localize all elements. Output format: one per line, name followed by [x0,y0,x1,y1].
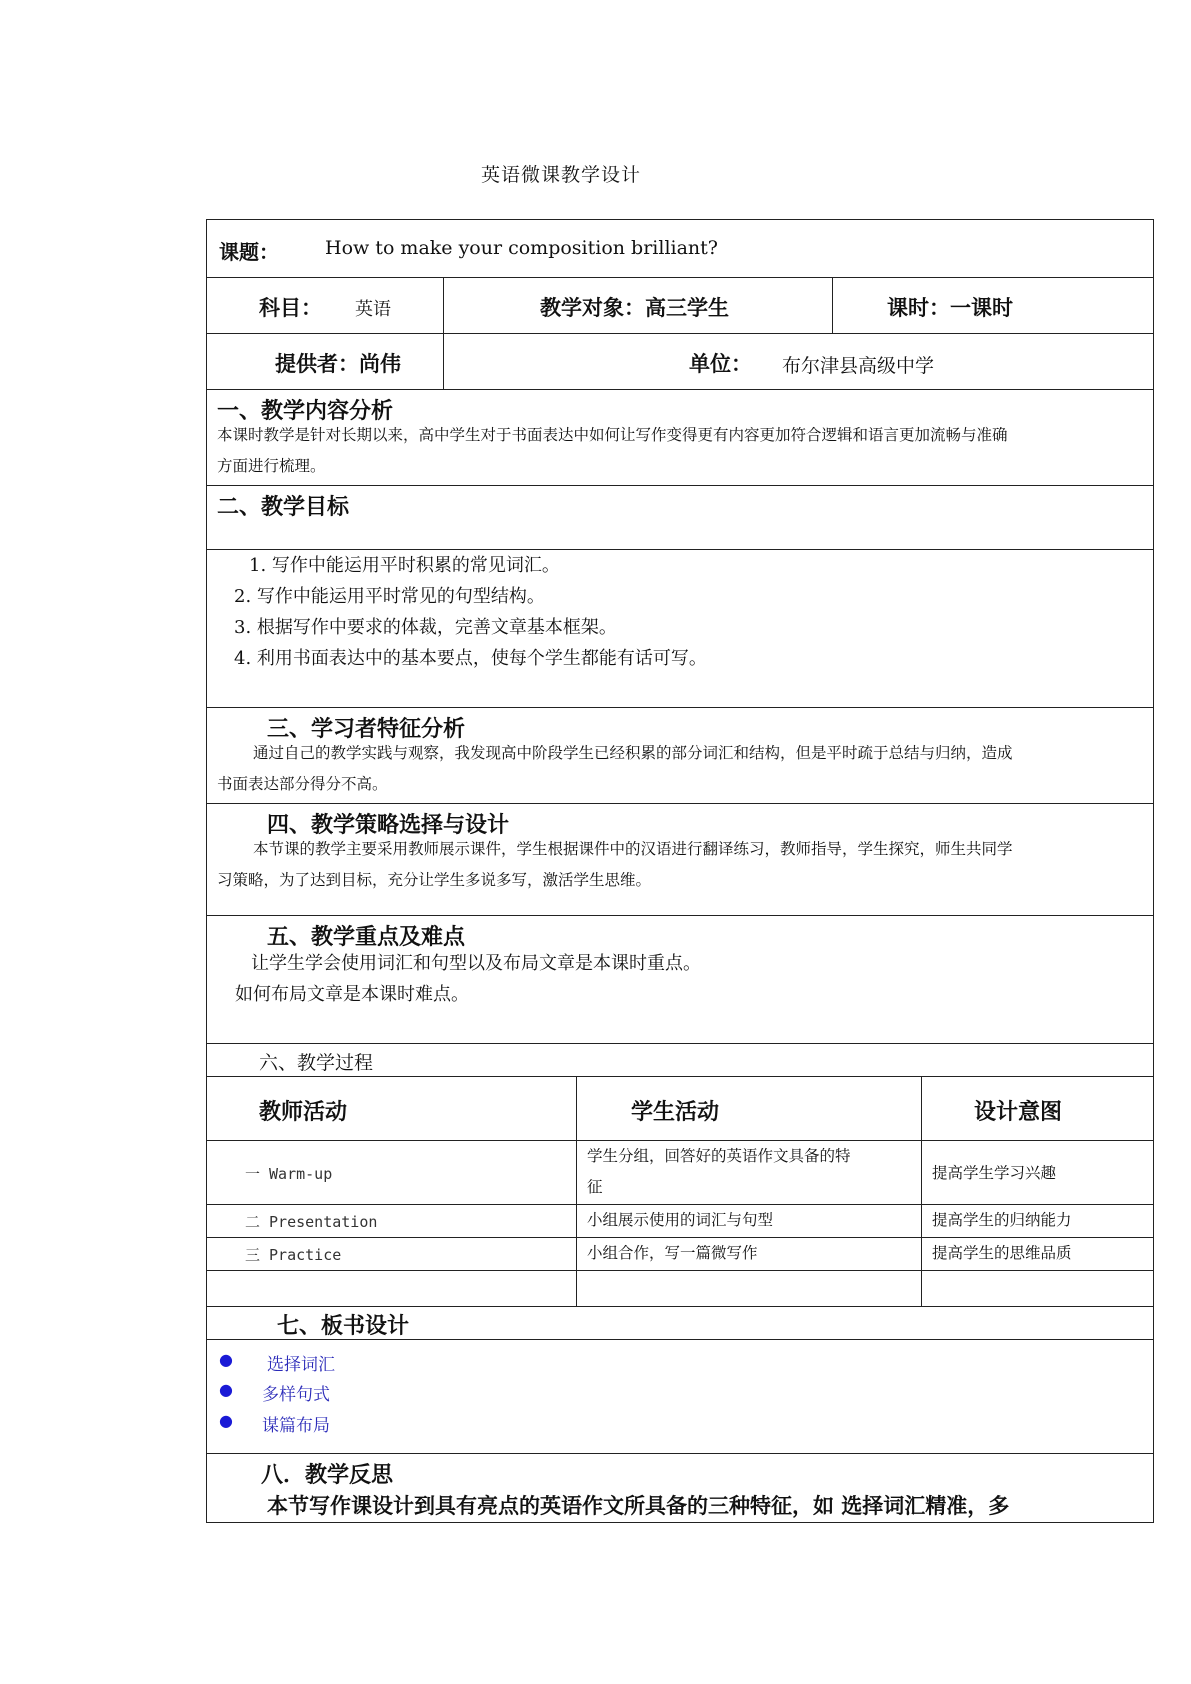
unit-cell [444,334,1155,389]
section-strategy [207,804,1153,916]
section-reflection [207,1454,1153,1522]
section-heading: 四、教学策略选择与设计 [267,813,510,838]
section-content-analysis [207,390,1153,486]
section-body: 本课时教学是针对长期以来，高中学生对于书面表达中如何让写作变得更有内容更加符合逻辑和语言更加流畅与准确 方面进行梳理。 [217,426,1008,475]
table-row-empty [207,1271,1153,1307]
section-heading: 六、教学过程 [259,1052,374,1074]
table-row [207,1141,1153,1205]
unit-value: 布尔津县高级中学 [782,355,935,377]
section-board-body [207,1340,1153,1454]
key-point: 让学生学会使用词汇和句型以及布局文章是本课时重点。 [251,953,701,974]
design-intent: 提高学生的思维品质 [932,1244,1072,1262]
col-intent: 设计意图 [974,1100,1063,1125]
col-student: 学生活动 [577,1077,922,1140]
section-learner-analysis [207,708,1153,804]
provider-text: 提供者：尚伟 [275,352,401,376]
hours-text: 课时：一课时 [887,296,1013,320]
reflection-text: 本节写作课设计到具有亮点的英语作文所具备的三种特征，如 选择词汇精准，多 [267,1494,1010,1518]
process-header-row [207,1077,1153,1141]
topic-value: How to make your composition brilliant? [325,237,718,259]
section-key-points [207,916,1153,1044]
goal-item: 1. 写作中能运用平时积累的常见词汇。 [249,555,560,576]
board-item: 选择词汇 [267,1355,335,1375]
section-heading: 三、学习者特征分析 [267,717,466,742]
section-process-heading [207,1044,1153,1077]
design-intent: 提高学生的归纳能力 [932,1211,1072,1229]
page-title: 英语微课教学设计 [480,164,641,186]
board-item: 谋篇布局 [262,1416,330,1436]
col-teacher: 教师活动 [207,1077,577,1140]
goal-item: 3. 根据写作中要求的体裁，完善文章基本框架。 [234,617,617,638]
target-text: 教学对象：高三学生 [540,296,729,320]
unit-label: 单位： [689,352,752,376]
subject-label: 科目： [259,296,322,320]
section-objectives-heading [207,486,1153,550]
teacher-activity: 一 Warm-up [245,1165,333,1183]
teacher-activity: 二 Presentation [245,1213,378,1231]
meta-row-2 [207,334,1153,390]
subject-value: 英语 [355,299,391,320]
meta-row-1 [207,278,1153,334]
bullet-icon: ● [219,1411,233,1430]
design-intent: 提高学生学习兴趣 [932,1164,1057,1182]
hours-cell [833,278,1155,333]
student-activity: 小组合作，写一篇微写作 [587,1244,758,1262]
goal-item: 2. 写作中能运用平时常见的句型结构。 [234,586,545,607]
bullet-icon: ● [219,1350,233,1369]
topic-row [207,220,1153,278]
section-board-heading [207,1307,1153,1340]
teacher-activity: 三 Practice [245,1246,342,1264]
lesson-plan-table [206,219,1154,1523]
goal-item: 4. 利用书面表达中的基本要点，使每个学生都能有话可写。 [234,648,707,669]
board-item: 多样句式 [262,1385,330,1405]
section-heading: 八．教学反思 [261,1463,394,1488]
subject-cell [207,278,444,333]
section-heading: 七、板书设计 [277,1314,410,1339]
table-row [207,1205,1153,1238]
student-activity: 小组展示使用的词汇与句型 [587,1211,774,1229]
section-heading: 一、教学内容分析 [217,399,394,424]
section-heading: 二、教学目标 [217,495,350,520]
section-body: 本节课的教学主要采用教师展示课件，学生根据课件中的汉语进行翻译练习，教师指导，学生探究，师生共同学 习策略，为了达到目标，充分让学生多说多写，激活学生思维。 [217,840,1013,889]
topic-label: 课题： [219,240,279,264]
bullet-icon: ● [219,1380,233,1399]
difficult-point: 如何布局文章是本课时难点。 [235,984,469,1005]
target-cell [444,278,833,333]
section-body: 通过自己的教学实践与观察，我发现高中阶段学生已经积累的部分词汇和结构，但是平时疏于总结与归纳，造成 书面表达部分得分不高。 [217,744,1013,793]
section-heading: 五、教学重点及难点 [267,925,466,950]
section-objectives-body [207,550,1153,708]
student-activity: 学生分组，回答好的英语作文具备的特 征 [587,1147,851,1196]
provider-cell [207,334,444,389]
table-row [207,1238,1153,1271]
